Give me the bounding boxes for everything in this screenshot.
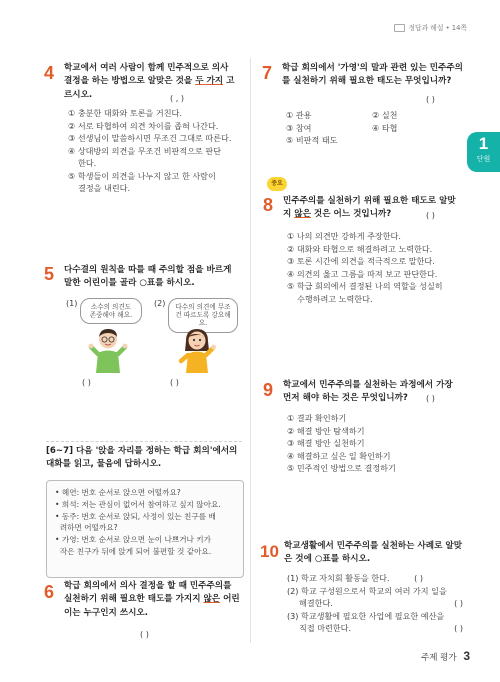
- q7-number: 7: [262, 63, 273, 83]
- q9-option[interactable]: ③ 해결 방안 실천하기: [287, 438, 365, 449]
- q4-option[interactable]: ③ 선생님이 말씀하시면 무조건 그대로 따른다.: [68, 133, 232, 144]
- dialogue-line: • 희석: 저는 관심이 없어서 참여하고 싶지 않아요.: [55, 499, 221, 509]
- boy-illustration: [88, 327, 128, 373]
- q8-option-cont: 수행하려고 노력한다.: [297, 293, 373, 304]
- q5-stem: 다수결의 원칙을 따를 때 주의할 점을 바르게 말한 어린이를 골라 ○표를 하시오.: [64, 265, 232, 289]
- girl-illustration: [177, 327, 217, 373]
- q8-option[interactable]: ⑤ 학급 회의에서 결정된 나의 역할을 성실히: [287, 281, 443, 292]
- dialogue-line: • 가영: 번호 순서로 앉으면 눈이 나쁘거나 키가: [55, 535, 211, 545]
- q10-item: (1) 학교 자치회 활동을 한다.: [287, 573, 390, 583]
- q6-emphasis: 않은: [203, 594, 221, 605]
- q5-speech-bubble-2: 다수의 의견에 무조건 따르도록 강요해요.: [168, 298, 238, 333]
- q10-answer-blank[interactable]: ( ): [414, 573, 423, 583]
- q8-option[interactable]: ④ 의견의 옳고 그름을 따져 보고 판단한다.: [287, 268, 438, 279]
- header-label-box: [393, 24, 467, 36]
- unit-side-tab: [467, 132, 500, 172]
- q9-stem: 학교에서 민주주의를 실천하는 과정에서 가장 먼저 해야 하는 것은 무엇입니까?: [283, 380, 453, 404]
- q4-options: [68, 107, 244, 195]
- dialogue-line: 작은 친구가 뒤에 앉게 되어 불편할 것 같아요.: [55, 546, 212, 556]
- q9-option[interactable]: ① 결과 확인하기: [287, 413, 347, 423]
- q7-answer-blank[interactable]: ( ): [426, 94, 435, 104]
- q9-number: 9: [263, 380, 274, 400]
- q10-stem: 학교생활에서 민주주의를 실천하는 사례로 알맞 은 것에 ○표를 하시오.: [284, 541, 462, 565]
- q7-option[interactable]: ② 실천: [372, 110, 398, 120]
- q10-items: [287, 572, 463, 635]
- dialogue-line: • 동주: 번호 순서로 앉되, 사정이 있는 친구를 배: [55, 511, 216, 521]
- q4-number: 4: [44, 63, 55, 83]
- column-divider: [250, 58, 251, 643]
- q9-option[interactable]: ⑤ 민주적인 방법으로 결정하기: [287, 463, 396, 474]
- q5-answer-blank-2[interactable]: ( ): [170, 377, 179, 387]
- q4-emphasis: 두 가지: [195, 76, 224, 87]
- q9-options: [287, 412, 463, 475]
- q7-option[interactable]: ⑤ 비판적 태도: [286, 135, 338, 146]
- dialogue-line: 려하면 어떨까요?: [55, 523, 118, 533]
- q4-stem: 학교에서 여러 사람이 함께 민주적으로 의사 결정을 하는 방법으로 알맞은 것을 두 가지 고 르시오.: [64, 63, 235, 100]
- q8-stem: 민주주의를 실천하기 위해 필요한 태도로 알맞 지 않은 것은 어느 것입니까?: [283, 196, 456, 220]
- page-number: 3: [463, 649, 470, 663]
- q7-option[interactable]: ③ 참여: [286, 122, 312, 133]
- q10-item-cont: 해결한다.: [299, 598, 333, 609]
- unit-label: 단원: [476, 155, 491, 163]
- q5-label-2: (2): [154, 298, 166, 308]
- q8-option[interactable]: ② 대화와 타협으로 해결하려고 노력한다.: [287, 243, 433, 254]
- unit-number: 1: [478, 134, 489, 153]
- book-icon: [394, 24, 405, 32]
- q5-answer-blank-1[interactable]: ( ): [82, 377, 91, 387]
- q7-option[interactable]: ① 관용: [286, 110, 312, 120]
- q5-number: 5: [44, 264, 55, 284]
- q4-option[interactable]: ① 충분한 대화와 토론을 거친다.: [68, 108, 182, 118]
- footer-label: 주제 평가: [421, 653, 457, 663]
- q9-option[interactable]: ④ 해결하고 싶은 일 확인하기: [287, 450, 391, 461]
- q8-answer-blank[interactable]: ( ): [426, 210, 435, 220]
- q4-answer-blank[interactable]: ( , ): [170, 93, 185, 103]
- q6-number: 6: [44, 582, 55, 602]
- class-meeting-dialogue: [46, 480, 244, 578]
- dialogue-line: • 혜연: 번호 순서로 앉으면 어떨까요?: [55, 488, 181, 497]
- q7-options: [286, 109, 462, 147]
- q6-answer-blank[interactable]: ( ): [140, 629, 149, 639]
- q8-number: 8: [263, 195, 274, 215]
- q10-number: 10: [260, 542, 279, 561]
- q67-intro: [6~7] 다음 '앉을 자리를 정하는 학급 회의'에서의 대화를 읽고, 물음에 답하시오.: [46, 446, 238, 470]
- q10-item: (2) 학교 구성원으로서 학교의 여러 가지 일을: [287, 585, 447, 596]
- q5-speech-bubble-1: 소수의 의견도 존중해야 해요.: [80, 298, 142, 324]
- q7-stem: 학급 회의에서 '가영'의 말과 관련 있는 민주주의 를 실천하기 위해 필요한 태도는 무엇입니까?: [282, 63, 463, 87]
- q8-emphasis: 않은: [294, 209, 311, 220]
- q10-item-cont: 직접 마련한다.: [299, 623, 352, 634]
- q9-answer-blank[interactable]: ( ): [426, 393, 435, 403]
- footer: [380, 648, 470, 665]
- q8-option[interactable]: ③ 토론 시간에 의견을 적극적으로 말한다.: [287, 256, 435, 267]
- q10-answer-blank[interactable]: ( ): [454, 623, 463, 634]
- q5-label-1: (1): [66, 298, 78, 308]
- q4-option-cont: 한다.: [78, 158, 97, 169]
- q10-item: (3) 학교생활에 필요한 사업에 필요한 예산을: [287, 610, 445, 621]
- q9-option[interactable]: ② 해결 방안 탐색하기: [287, 425, 365, 436]
- q7-option[interactable]: ④ 타협: [372, 122, 398, 133]
- q6-stem: 학급 회의에서 의사 결정을 할 때 민주주의를 실천하기 위해 필요한 태도를 가지지 않은 어린 이는 누구인지 쓰시오.: [64, 581, 240, 618]
- q4-option[interactable]: ④ 상대방의 의견을 무조건 비판적으로 판단: [68, 145, 222, 156]
- q4-option[interactable]: ⑤ 학생들이 의견을 나누지 않고 한 사람이: [68, 170, 216, 181]
- q8-options: [287, 230, 463, 305]
- q4-option-cont: 결정을 내린다.: [78, 183, 131, 194]
- q10-answer-blank[interactable]: ( ): [454, 598, 463, 609]
- q4-option[interactable]: ② 서로 타협하여 의견 차이를 좁혀 나간다.: [68, 120, 219, 131]
- important-badge: 중요: [267, 177, 287, 191]
- q8-option[interactable]: ① 나의 의견만 강하게 주장한다.: [287, 231, 401, 241]
- section-divider: [46, 441, 242, 442]
- answer-key-ref: 정답과 해설 • 14쪽: [408, 24, 467, 32]
